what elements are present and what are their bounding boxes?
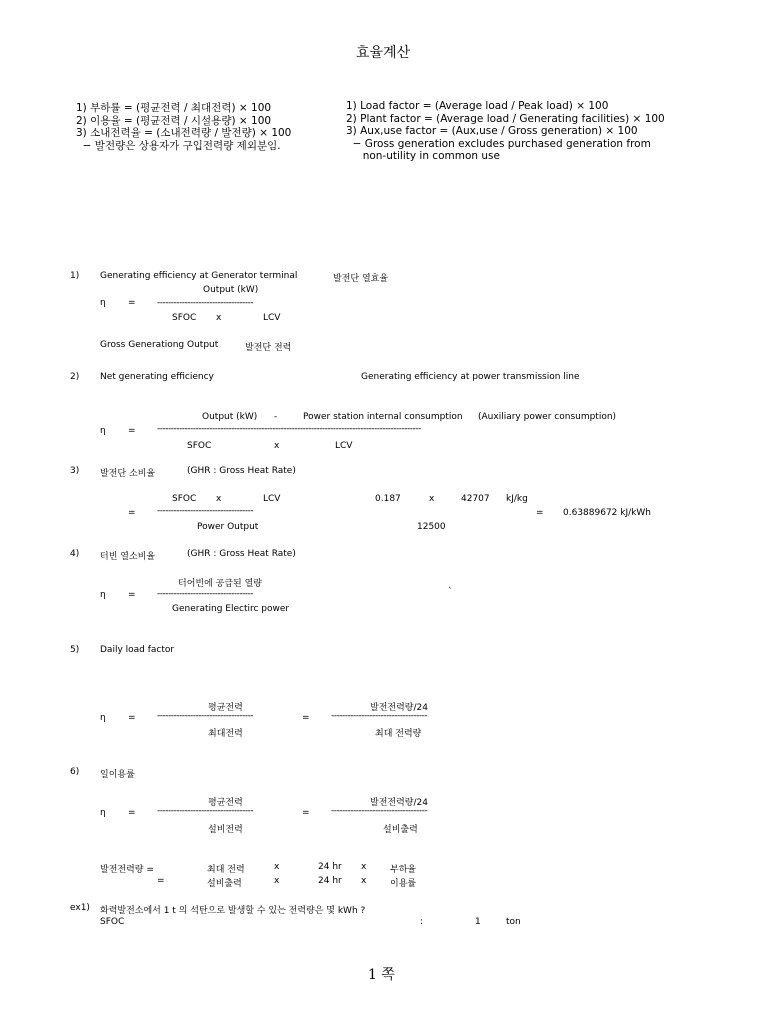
section-2-label: Net generating efficiency xyxy=(100,372,214,382)
multiply-sign: x xyxy=(429,494,435,504)
eta-symbol: η xyxy=(100,808,106,818)
fraction-bar: ----------------------------------- xyxy=(331,806,428,816)
definition-line: 3) 소내전력율 = (소내전력량 / 발전량) × 100 xyxy=(76,127,292,139)
equals-sign: = xyxy=(128,808,136,818)
equals-sign: = xyxy=(302,808,310,818)
section-2-auxiliary-consumption: (Auxiliary power consumption) xyxy=(478,412,617,422)
section-5-numerator-b: 발전전력량/24 xyxy=(370,703,428,713)
fraction-bar: ----------------------------------- xyxy=(157,806,254,816)
section-4-denominator: Generating Electirc power xyxy=(172,604,290,614)
section-3-lcv-value: 42707 xyxy=(461,494,490,504)
fraction-bar: ----------------------------------- xyxy=(157,298,254,308)
section-2-internal-consumption: Power station internal consumption xyxy=(303,412,463,422)
section-4-ghr: (GHR : Gross Heat Rate) xyxy=(187,549,296,559)
section-4-tick-mark: ` xyxy=(448,587,453,597)
example-1-colon: : xyxy=(420,917,424,927)
fraction-bar: ----------------------------------- xyxy=(157,589,254,599)
section-3-sfoc: SFOC xyxy=(172,494,197,504)
section-3-unit: kJ/kg xyxy=(506,494,528,504)
example-1-number: ex1) xyxy=(70,903,90,913)
section-3-denominator: Power Output xyxy=(197,522,259,532)
section-4-label: 터빈 열소비율 xyxy=(100,552,156,562)
definition-line: 1) Load factor = (Average load / Peak load) × 100 xyxy=(346,100,609,112)
gross-output-label-korean: 발전단 전력 xyxy=(245,343,292,353)
definition-line: non-utility in common use xyxy=(346,150,500,162)
section-6-denominator-b: 설비출력 xyxy=(383,825,418,835)
section-5-denominator-b: 최대 전력량 xyxy=(375,729,422,739)
equals-sign: = xyxy=(128,590,136,600)
eta-symbol: η xyxy=(100,590,106,600)
section-3-number: 3) xyxy=(70,466,80,476)
gross-output-label: Gross Generationg Output xyxy=(100,340,219,350)
energy-row-2-factor: 이용률 xyxy=(390,879,417,889)
section-2-lcv: LCV xyxy=(335,441,353,451)
multiply-sign: x xyxy=(216,494,222,504)
definition-line: 2) 이용율 = (평균전력 / 시설용량) × 100 xyxy=(76,114,272,127)
multiply-sign: x xyxy=(361,862,367,872)
example-1-value: 1 xyxy=(475,917,481,927)
section-3-result: 0.63889672 kJ/kWh xyxy=(563,508,651,518)
definitions-english xyxy=(346,100,665,163)
section-6-numerator-b: 발전전력량/24 xyxy=(370,798,428,808)
section-6-denominator-a: 설비전력 xyxy=(208,825,243,835)
section-6-label: 일이용률 xyxy=(100,770,135,780)
page-number: 1 쪽 xyxy=(368,967,395,983)
minus-sign: - xyxy=(274,412,278,422)
fraction-bar: ------------------------------------------------------------------------------------------------ xyxy=(157,424,421,434)
section-2-sfoc: SFOC xyxy=(187,441,212,451)
section-1-sfoc: SFOC xyxy=(172,313,197,323)
fraction-bar: ----------------------------------- xyxy=(157,711,254,721)
example-1-sfoc: SFOC xyxy=(100,917,125,927)
section-5-number: 5) xyxy=(70,645,80,655)
equals-sign: = xyxy=(128,426,136,436)
section-1-number: 1) xyxy=(70,271,80,281)
definitions-korean xyxy=(76,102,291,152)
multiply-sign: x xyxy=(274,862,280,872)
definition-line: 3) Aux,use factor = (Aux,use / Gross generation) × 100 xyxy=(346,125,638,137)
section-2-label-right: Generating efficiency at power transmission line xyxy=(361,372,580,382)
eta-symbol: η xyxy=(100,298,106,308)
equals-sign: = xyxy=(157,876,165,886)
energy-row-2-hours: 24 hr xyxy=(318,876,342,886)
equals-sign: = xyxy=(302,713,310,723)
section-1-numerator: Output (kW) xyxy=(203,285,259,295)
section-6-numerator-a: 평균전력 xyxy=(208,798,243,808)
eta-symbol: η xyxy=(100,713,106,723)
example-1-question: 화력발전소에서 1 t 의 석탄으로 발생할 수 있는 전력량은 몇 kWh ? xyxy=(100,906,366,916)
multiply-sign: x xyxy=(361,876,367,886)
fraction-bar: ----------------------------------- xyxy=(157,506,254,516)
section-2-number: 2) xyxy=(70,372,80,382)
section-3-sfoc-value: 0.187 xyxy=(375,494,401,504)
definition-line: − 발전량은 상용자가 구입전력량 제외분임. xyxy=(76,139,281,152)
equals-sign: = xyxy=(536,508,544,518)
section-4-numerator: 터어빈에 공급된 열량 xyxy=(178,579,262,589)
definition-line: − Gross generation excludes purchased generation from xyxy=(346,137,651,150)
eta-symbol: η xyxy=(100,426,106,436)
multiply-sign: x xyxy=(274,441,280,451)
section-5-numerator-a: 평균전력 xyxy=(208,703,243,713)
energy-row-1-factor: 부하율 xyxy=(390,865,417,875)
section-5-label: Daily load factor xyxy=(100,645,175,655)
multiply-sign: x xyxy=(216,313,222,323)
definition-line: 1) 부하률 = (평균전력 / 최대전력) × 100 xyxy=(76,102,272,114)
definition-line: 2) Plant factor = (Average load / Generating facilities) × 100 xyxy=(346,112,665,125)
section-6-number: 6) xyxy=(70,767,80,777)
fraction-bar: ----------------------------------- xyxy=(331,711,428,721)
equals-sign: = xyxy=(128,713,136,723)
energy-row-1-hours: 24 hr xyxy=(318,862,342,872)
section-1-label-korean: 발전단 열효율 xyxy=(333,274,389,284)
section-1-lcv: LCV xyxy=(263,313,281,323)
section-3-denominator-value: 12500 xyxy=(417,522,446,532)
example-1-unit: ton xyxy=(506,917,521,927)
energy-label: 발전전력량 = xyxy=(100,865,154,875)
section-2-output: Output (kW) xyxy=(202,412,258,422)
energy-row-1-peak: 최대 전력 xyxy=(207,865,245,875)
multiply-sign: x xyxy=(274,876,280,886)
section-3-lcv: LCV xyxy=(263,494,281,504)
equals-sign: = xyxy=(128,298,136,308)
section-4-number: 4) xyxy=(70,549,80,559)
section-3-label: 발전단 소비율 xyxy=(100,469,156,479)
energy-row-2-capacity: 설비출력 xyxy=(207,879,242,889)
section-3-ghr: (GHR : Gross Heat Rate) xyxy=(187,466,296,476)
section-5-denominator-a: 최대전력 xyxy=(208,729,243,739)
section-1-label: Generating efficiency at Generator terminal xyxy=(100,271,298,281)
page-title: 효율계산 xyxy=(356,45,411,61)
equals-sign: = xyxy=(128,508,136,518)
